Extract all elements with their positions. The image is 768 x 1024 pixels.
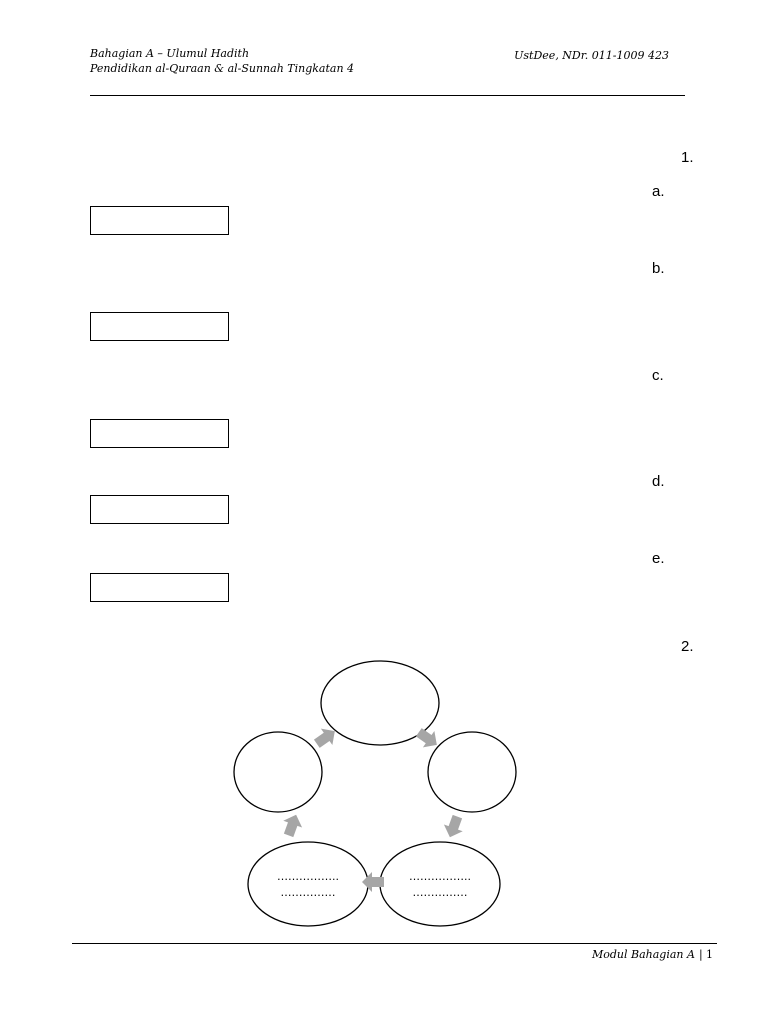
item-e-answer-box[interactable] <box>90 573 229 602</box>
item-d-line2 <box>296 498 676 526</box>
diagram-node-right <box>428 732 516 812</box>
item-b-line1 <box>116 256 676 284</box>
item-c-line2 <box>116 392 676 420</box>
item-d-line1 <box>116 469 676 497</box>
item-d-letter: d. <box>652 473 665 490</box>
header-left-line1: Bahagian A – Ulumul Hadith <box>90 47 250 60</box>
item-a-line1 <box>116 179 676 207</box>
header-rule <box>90 95 685 96</box>
item-e-line1 <box>116 546 676 574</box>
question-2-number: 2. <box>681 638 694 655</box>
item-b-line2 <box>116 286 676 314</box>
footer-page-number: 1 <box>706 948 713 961</box>
item-e-letter: e. <box>652 550 665 567</box>
footer-rule <box>72 943 717 944</box>
item-a-line2 <box>296 208 676 236</box>
diagram-node-bottom-right-label-1: …………….. <box>409 870 471 883</box>
diagram-node-bottom-left <box>248 842 368 926</box>
diagram-node-left <box>234 732 322 812</box>
item-c-line1 <box>116 363 676 391</box>
header-right: UstDee, NDr. 011-1009 423 <box>514 49 669 62</box>
cycle-arrow-right-to-bottom-right <box>440 813 466 841</box>
item-a-letter: a. <box>652 183 665 200</box>
question-1-number: 1. <box>681 149 694 166</box>
item-d-answer-box[interactable] <box>90 495 229 524</box>
cycle-diagram <box>230 660 530 940</box>
footer-separator: | <box>699 948 703 961</box>
cycle-arrow-bottom-left-to-left <box>279 811 305 839</box>
item-c-letter: c. <box>652 367 664 384</box>
diagram-node-bottom-left-label-2: …………… <box>280 886 336 899</box>
footer-label: Modul Bahagian A <box>592 948 695 961</box>
item-a-answer-box[interactable] <box>90 206 229 235</box>
diagram-node-bottom-right <box>380 842 500 926</box>
diagram-node-bottom-left-label-1: …………….. <box>277 870 339 883</box>
header-left-line2: Pendidikan al-Quraan & al-Sunnah Tingkatan 4 <box>90 62 355 75</box>
item-b-letter: b. <box>652 260 665 277</box>
item-b-answer-box[interactable] <box>90 312 229 341</box>
item-c-answer-box[interactable] <box>90 419 229 448</box>
diagram-node-bottom-right-label-2: …………… <box>412 886 468 899</box>
